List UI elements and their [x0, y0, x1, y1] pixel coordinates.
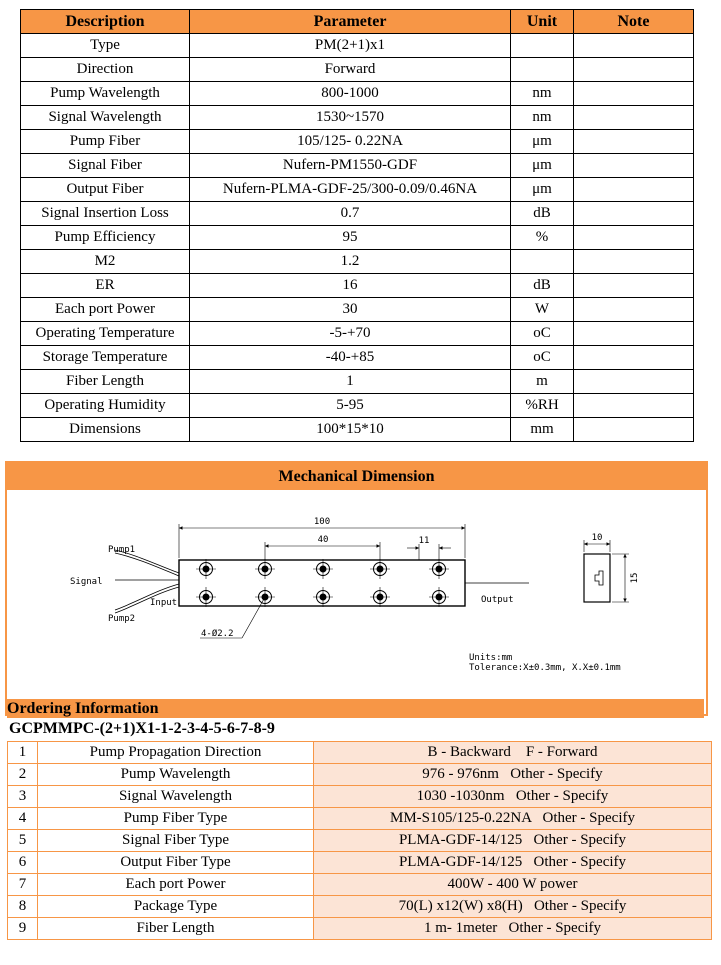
spec-parameter: 1530~1570	[190, 106, 511, 130]
spec-row	[21, 178, 694, 202]
spec-description: Operating Temperature	[21, 322, 190, 346]
spec-description: Signal Insertion Loss	[21, 202, 190, 226]
ordering-row	[8, 808, 712, 830]
ordering-index: 9	[8, 918, 38, 940]
spec-body	[21, 34, 694, 442]
spec-parameter: 16	[190, 274, 511, 298]
spec-unit: μm	[511, 154, 574, 178]
ordering-options: 1 m- 1meter Other - Specify	[314, 918, 712, 940]
spec-note	[574, 322, 694, 346]
spec-unit: mm	[511, 418, 574, 442]
ordering-field: Fiber Length	[38, 918, 314, 940]
spec-unit: nm	[511, 106, 574, 130]
spec-description: Output Fiber	[21, 178, 190, 202]
spec-unit: %	[511, 226, 574, 250]
spec-row	[21, 130, 694, 154]
ordering-index: 6	[8, 852, 38, 874]
spec-note	[574, 130, 694, 154]
spec-unit: μm	[511, 130, 574, 154]
spec-parameter: Nufern-PM1550-GDF	[190, 154, 511, 178]
spec-parameter: -40-+85	[190, 346, 511, 370]
pump1-label: Pump1	[108, 545, 136, 555]
ordering-index: 2	[8, 764, 38, 786]
dim-100-label: 100	[313, 517, 331, 527]
ordering-field: Each port Power	[38, 874, 314, 896]
ordering-code: GCPMMPC-(2+1)X1-1-2-3-4-5-6-7-8-9	[9, 720, 275, 737]
mechanical-drawing	[7, 490, 706, 714]
spec-description: Signal Wavelength	[21, 106, 190, 130]
ordering-row	[8, 918, 712, 940]
output-label: Output	[481, 595, 514, 605]
spec-description: Type	[21, 34, 190, 58]
spec-note	[574, 178, 694, 202]
mounting-holes	[196, 559, 449, 607]
spec-unit: μm	[511, 178, 574, 202]
spec-parameter: 1.2	[190, 250, 511, 274]
spec-unit	[511, 58, 574, 82]
ordering-body	[8, 742, 712, 940]
ordering-field: Signal Fiber Type	[38, 830, 314, 852]
spec-note	[574, 154, 694, 178]
spec-row	[21, 394, 694, 418]
spec-note	[574, 274, 694, 298]
spec-parameter: Forward	[190, 58, 511, 82]
dimension-11	[407, 544, 451, 560]
holes-label: 4-Ø2.2	[201, 629, 234, 639]
spec-row	[21, 346, 694, 370]
spec-row	[21, 250, 694, 274]
spec-note	[574, 250, 694, 274]
ordering-row	[8, 786, 712, 808]
spec-unit: oC	[511, 346, 574, 370]
spec-row	[21, 154, 694, 178]
mechanical-dimension-title: Mechanical Dimension	[7, 463, 706, 490]
tolerance-label: Tolerance:X±0.3mm, X.X±0.1mm	[469, 663, 621, 673]
ordering-index: 1	[8, 742, 38, 764]
spec-row	[21, 226, 694, 250]
spec-description: Pump Efficiency	[21, 226, 190, 250]
spec-note	[574, 34, 694, 58]
spec-note	[574, 346, 694, 370]
ordering-options: B - Backward F - Forward	[314, 742, 712, 764]
ordering-index: 4	[8, 808, 38, 830]
mechanical-dimension-panel	[5, 461, 708, 716]
ordering-options: 70(L) x12(W) x8(H) Other - Specify	[314, 896, 712, 918]
ordering-index: 7	[8, 874, 38, 896]
ordering-row	[8, 852, 712, 874]
ordering-index: 8	[8, 896, 38, 918]
ordering-table	[7, 741, 712, 940]
spec-row	[21, 58, 694, 82]
pump2-label: Pump2	[108, 614, 136, 624]
units-label: Units:mm	[469, 653, 513, 663]
signal-label: Signal	[70, 577, 103, 587]
ordering-row	[8, 874, 712, 896]
spec-description: Signal Fiber	[21, 154, 190, 178]
spec-description: ER	[21, 274, 190, 298]
ordering-row	[8, 830, 712, 852]
ordering-options: PLMA-GDF-14/125 Other - Specify	[314, 852, 712, 874]
spec-row	[21, 370, 694, 394]
spec-unit: %RH	[511, 394, 574, 418]
spec-note	[574, 82, 694, 106]
ordering-row	[8, 764, 712, 786]
dim-11-label: 11	[418, 536, 430, 546]
spec-description: Dimensions	[21, 418, 190, 442]
spec-parameter: Nufern-PLMA-GDF-25/300-0.09/0.46NA	[190, 178, 511, 202]
spec-description: Pump Wavelength	[21, 82, 190, 106]
ordering-field: Pump Wavelength	[38, 764, 314, 786]
spec-parameter: 0.7	[190, 202, 511, 226]
spec-row	[21, 274, 694, 298]
header-note: Note	[574, 10, 694, 34]
ordering-field: Signal Wavelength	[38, 786, 314, 808]
dim-10-label: 10	[591, 533, 603, 543]
spec-unit	[511, 250, 574, 274]
spec-row	[21, 34, 694, 58]
specification-table	[20, 9, 694, 442]
spec-note	[574, 106, 694, 130]
ordering-index: 5	[8, 830, 38, 852]
spec-parameter: PM(2+1)x1	[190, 34, 511, 58]
header-description: Description	[21, 10, 190, 34]
ordering-field: Output Fiber Type	[38, 852, 314, 874]
spec-row	[21, 202, 694, 226]
spec-row	[21, 322, 694, 346]
spec-description: Direction	[21, 58, 190, 82]
spec-note	[574, 298, 694, 322]
side-view	[584, 540, 629, 602]
spec-unit: nm	[511, 82, 574, 106]
ordering-options: 1030 -1030nm Other - Specify	[314, 786, 712, 808]
spec-parameter: 30	[190, 298, 511, 322]
spec-note	[574, 418, 694, 442]
spec-unit: dB	[511, 274, 574, 298]
input-label: Input	[150, 598, 178, 608]
spec-unit: oC	[511, 322, 574, 346]
spec-parameter: 105/125- 0.22NA	[190, 130, 511, 154]
spec-description: Storage Temperature	[21, 346, 190, 370]
dim-15-label: 15	[630, 572, 640, 584]
spec-description: Each port Power	[21, 298, 190, 322]
spec-unit	[511, 34, 574, 58]
ordering-index: 3	[8, 786, 38, 808]
spec-description: Operating Humidity	[21, 394, 190, 418]
spec-note	[574, 226, 694, 250]
ordering-field: Pump Fiber Type	[38, 808, 314, 830]
spec-unit: dB	[511, 202, 574, 226]
spec-parameter: 800-1000	[190, 82, 511, 106]
spec-description: Fiber Length	[21, 370, 190, 394]
header-parameter: Parameter	[190, 10, 511, 34]
spec-note	[574, 202, 694, 226]
header-unit: Unit	[511, 10, 574, 34]
spec-parameter: -5-+70	[190, 322, 511, 346]
dim-40-label: 40	[317, 535, 329, 545]
spec-unit: W	[511, 298, 574, 322]
spec-row	[21, 106, 694, 130]
spec-description: M2	[21, 250, 190, 274]
spec-row	[21, 418, 694, 442]
spec-note	[574, 58, 694, 82]
spec-header-row	[21, 10, 694, 34]
spec-note	[574, 394, 694, 418]
ordering-row	[8, 896, 712, 918]
spec-parameter: 100*15*10	[190, 418, 511, 442]
ordering-information-title: Ordering Information	[7, 699, 704, 718]
ordering-options: MM-S105/125-0.22NA Other - Specify	[314, 808, 712, 830]
spec-row	[21, 298, 694, 322]
spec-unit: m	[511, 370, 574, 394]
ordering-options: 976 - 976nm Other - Specify	[314, 764, 712, 786]
spec-note	[574, 370, 694, 394]
ordering-options: 400W - 400 W power	[314, 874, 712, 896]
spec-description: Pump Fiber	[21, 130, 190, 154]
spec-parameter: 95	[190, 226, 511, 250]
spec-parameter: 1	[190, 370, 511, 394]
spec-row	[21, 82, 694, 106]
ordering-field: Pump Propagation Direction	[38, 742, 314, 764]
ordering-field: Package Type	[38, 896, 314, 918]
ordering-options: PLMA-GDF-14/125 Other - Specify	[314, 830, 712, 852]
ordering-row	[8, 742, 712, 764]
spec-parameter: 5-95	[190, 394, 511, 418]
